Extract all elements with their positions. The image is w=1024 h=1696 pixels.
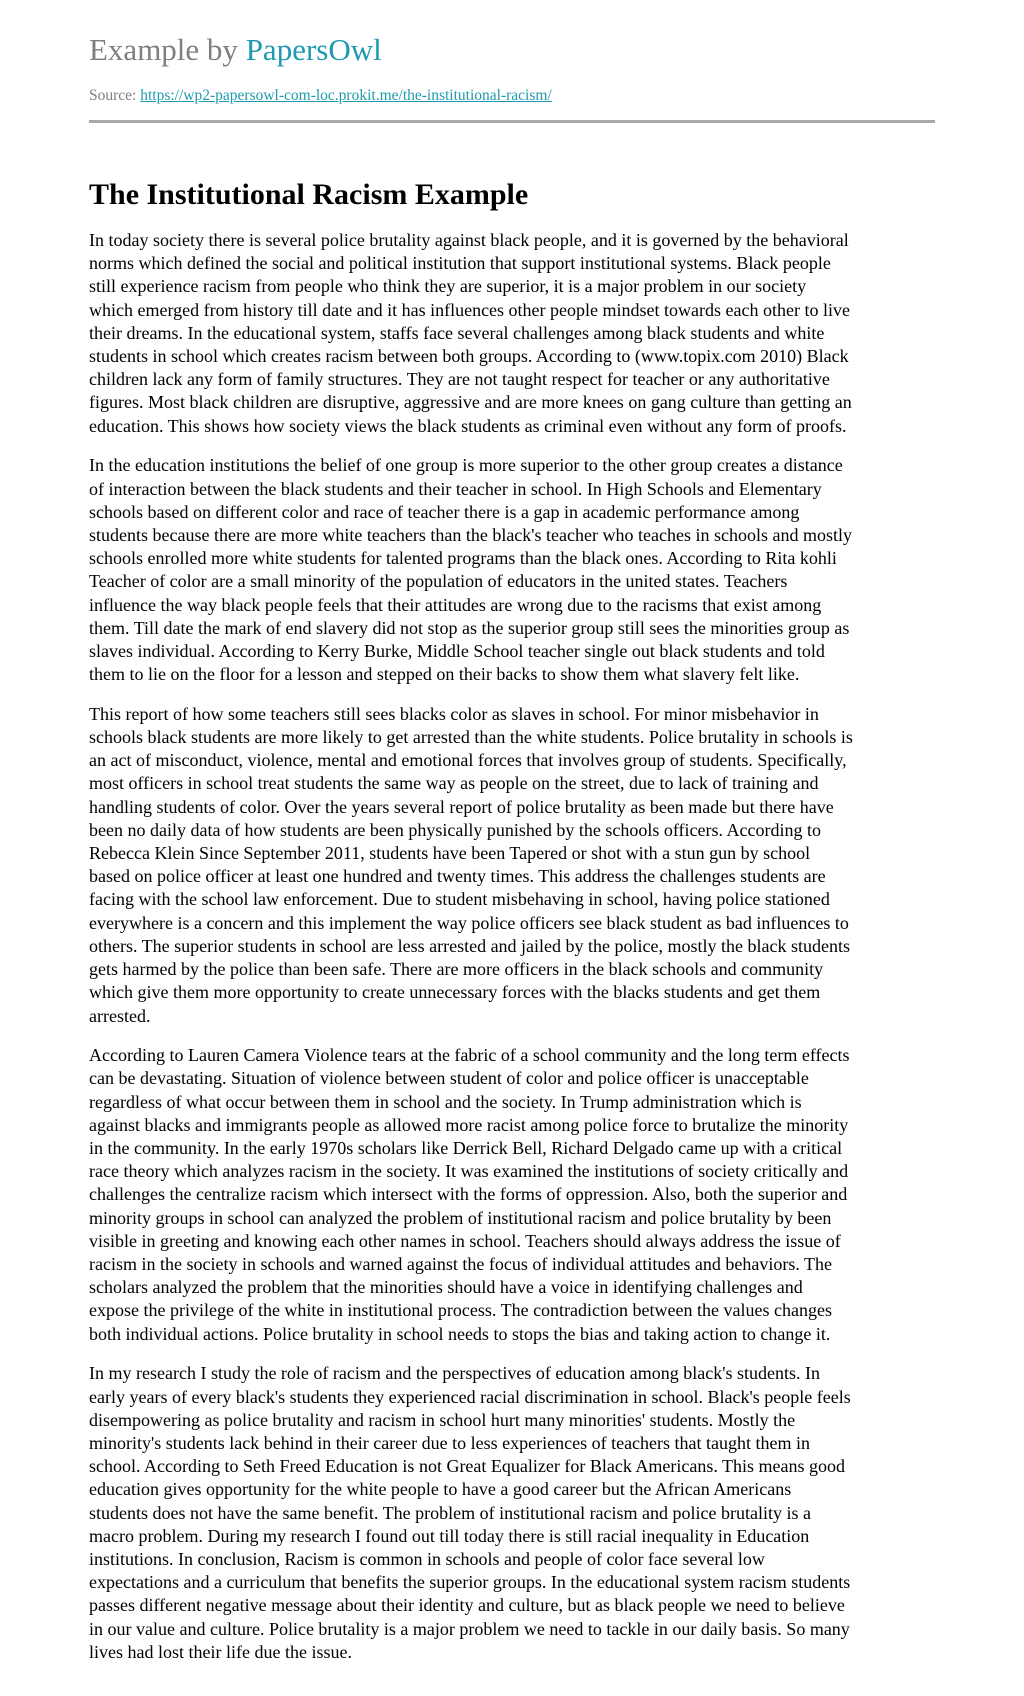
paragraph-line: expose the privilege of the white in institutional process. The contradiction between the values changes [89, 1300, 832, 1321]
paragraph-line: racism in the society in schools and warned against the focus of individual attitudes and behaviors. The [89, 1254, 832, 1275]
paragraph [89, 1044, 935, 1346]
paragraph-line: In today society there is several police brutality against black people, and it is governed by the behavioral [89, 230, 849, 250]
paragraph-line: slaves individual. According to Kerry Burke, Middle School teacher single out black students and told [89, 640, 825, 661]
paragraph-line: which give them more opportunity to create unnecessary forces with the blacks students and get them [89, 982, 821, 1003]
paragraph-line: visible in greeting and knowing each other names in school. Teachers should always address the issue of [89, 1230, 841, 1251]
article-body [89, 229, 935, 1664]
paragraph-line: macro problem. During my research I found out till today there is still racial inequality in Education [89, 1525, 810, 1546]
paragraph-line: According to Lauren Camera Violence tears at the fabric of a school community and the long term effects [89, 1045, 850, 1066]
paragraph-line: arrested. [89, 1005, 151, 1026]
paragraph-line: handling students of color. Over the years several report of police brutality as been made but there have [89, 796, 834, 817]
paragraph-line: still experience racism from people who think they are superior, it is a major problem in our society [89, 276, 807, 297]
paragraph-line: both individual actions. Police brutality in school needs to stops the bias and taking action to change it. [89, 1323, 831, 1344]
paragraph [89, 454, 935, 686]
paragraph-line: minority's students lack behind in their career due to less experiences of teachers that taught them in [89, 1432, 811, 1453]
paragraph-line: challenges the centralize racism which intersect with the forms of oppression. Also, both the superior and [89, 1184, 848, 1205]
paragraph-line: students in school which creates racism between both groups. According to (www.topix.com 2010) Black [89, 346, 849, 367]
paragraph-line: minority groups in school can analyzed the problem of institutional racism and police brutality by been [89, 1207, 832, 1228]
paragraph-line: schools based on different color and race of teacher there is a gap in academic performance among [89, 501, 800, 522]
paragraph-line: in the community. In the early 1970s scholars like Derrick Bell, Richard Delgado came up with a critical [89, 1138, 843, 1159]
paragraph-line: norms which defined the social and political institution that support institutional systems. Black people [89, 253, 831, 274]
paragraph-line: in our value and culture. Police brutality is a major problem we need to tackle in our daily basis. So many [89, 1618, 850, 1639]
paragraph-line: schools black students are more likely to get arrested than the white students. Police brutality in schools is [89, 727, 853, 748]
paragraph-line: against blacks and immigrants people as allowed more racist among police force to brutalize the minority [89, 1114, 849, 1135]
paragraph-line: been no daily data of how students are been physically punished by the schools officers. According to [89, 819, 821, 840]
paragraph-line: figures. Most black children are disruptive, aggressive and are more knees on gang culture than getting an [89, 392, 852, 413]
document-page [89, 30, 935, 1680]
paragraph-line: students because there are more white teachers than the black's teacher who teaches in schools and mostly [89, 524, 852, 545]
paragraph-line: their dreams. In the educational system, staffs face several challenges among black students and white [89, 322, 825, 343]
paragraph-line: Rebecca Klein Since September 2011, students have been Tapered or shot with a stun gun by school [89, 843, 811, 864]
paragraph-line: students does not have the same benefit. The problem of institutional racism and police brutality is a [89, 1502, 811, 1523]
paragraph-line: In my research I study the role of racism and the perspectives of education among black's students. In [89, 1363, 821, 1384]
brand-link[interactable]: PapersOwl [245, 32, 382, 67]
paragraph-line: passes different negative message about their identity and culture, but as black people we need to believe [89, 1595, 845, 1616]
brand-header [89, 30, 935, 70]
paragraph-line: lives had lost their life due the issue. [89, 1641, 352, 1662]
paragraph-line: an act of misconduct, violence, mental and emotional forces that involves group of students. Specifically, [89, 750, 847, 771]
paragraph-line: school. According to Seth Freed Education is not Great Equalizer for Black Americans. This means good [89, 1456, 845, 1477]
paragraph-line: institutions. In conclusion, Racism is common in schools and people of color face several low [89, 1548, 765, 1569]
paragraph-line: race theory which analyzes racism in the society. It was examined the institutions of society critically and [89, 1161, 849, 1182]
paragraph-line: expectations and a curriculum that benefits the superior groups. In the educational system racism students [89, 1572, 851, 1593]
paragraph-line: others. The superior students in school are less arrested and jailed by the police, mostly the black students [89, 935, 850, 956]
paragraph-line: can be devastating. Situation of violence between student of color and police officer is unacceptable [89, 1068, 809, 1089]
paragraph-line: influence the way black people feels that their attitudes are wrong due to the racisms that exist among [89, 594, 822, 615]
paragraph-line: most officers in school treat students the same way as people on the street, due to lack of training and [89, 773, 819, 794]
paragraph-line: early years of every black's students they experienced racial discrimination in school. Black's people feels [89, 1386, 851, 1407]
paragraph [89, 703, 935, 1028]
paragraph-line: facing with the school law enforcement. Due to student misbehaving in school, having police stationed [89, 889, 830, 910]
paragraph-line: education. This shows how society views the black students as criminal even without any form of proofs. [89, 415, 847, 436]
source-line [89, 86, 935, 106]
paragraph-line: gets harmed by the police than been safe. There are more officers in the black schools and community [89, 959, 824, 980]
paragraph-line: regardless of what occur between them in school and the society. In Trump administration which is [89, 1091, 802, 1112]
paragraph-line: education gives opportunity for the white people to have a good career but the African Americans [89, 1479, 792, 1500]
paragraph-line: based on police officer at least one hundred and twenty times. This address the challenges students are [89, 866, 826, 887]
paragraph-line: them. Till date the mark of end slavery did not stop as the superior group still sees the minorities group as [89, 617, 850, 638]
paragraph-line: In the education institutions the belief of one group is more superior to the other group creates a distance [89, 455, 843, 476]
paragraph-line: them to lie on the floor for a lesson and stepped on their backs to show them what slavery felt like. [89, 664, 800, 685]
source-link[interactable]: https://wp2-papersowl-com-loc.prokit.me/the-institutional-racism/ [140, 87, 552, 104]
paragraph-line: scholars analyzed the problem that the minorities should have a voice in identifying challenges and [89, 1277, 803, 1298]
source-label: Source: [89, 87, 141, 104]
paragraph-line: everywhere is a concern and this implement the way police officers see black student as bad influences to [89, 912, 849, 933]
brand-prefix: Example by [89, 32, 246, 67]
paragraph-line: Teacher of color are a small minority of the population of educators in the united states. Teachers [89, 571, 788, 592]
paragraph-line: This report of how some teachers still sees blacks color as slaves in school. For minor misbehavior in [89, 703, 819, 724]
paragraph-line: which emerged from history till date and it has influences other people mindset towards each other to live [89, 299, 850, 320]
header-divider [89, 120, 935, 123]
paragraph [89, 1362, 935, 1664]
article-title: The Institutional Racism Example [89, 178, 529, 211]
paragraph-line: schools enrolled more white students for talented programs than the black ones. According to Rita kohli [89, 548, 837, 569]
paragraph [89, 229, 935, 438]
paragraph-line: of interaction between the black students and their teacher in school. In High Schools and Elementary [89, 478, 822, 499]
paragraph-line: children lack any form of family structures. They are not taught respect for teacher or any authoritative [89, 369, 830, 390]
paragraph-line: disempowering as police brutality and racism in school hurt many minorities' students. Mostly the [89, 1409, 796, 1430]
